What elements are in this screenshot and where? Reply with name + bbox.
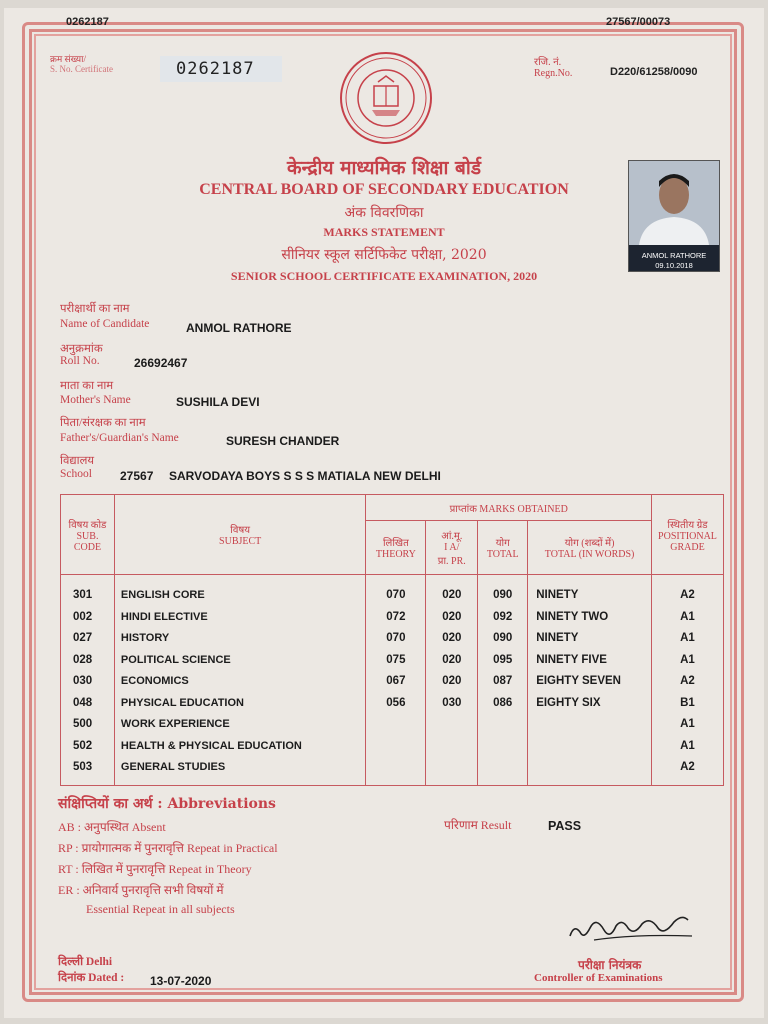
row-grade: A1 xyxy=(680,610,695,623)
top-serial-left: 0262187 xyxy=(66,16,109,28)
header-subject-hi: विषय xyxy=(230,525,251,536)
father-label-hi: पिता/संरक्षक का नाम xyxy=(60,417,146,429)
row-subject: POLITICAL SCIENCE xyxy=(120,653,231,666)
row-total: 087 xyxy=(493,675,513,687)
abbrev-er-2: Essential Repeat in all subjects xyxy=(86,902,235,916)
header-words-hi: योग (शब्दों में) xyxy=(564,538,615,549)
row-total: 095 xyxy=(493,653,513,666)
row-ia: 020 xyxy=(442,653,462,666)
top-serial-right: 27567/00073 xyxy=(606,16,671,28)
seal-emblem-icon xyxy=(338,50,434,146)
row-ia: 020 xyxy=(442,632,462,644)
row-subject: ECONOMICS xyxy=(120,675,189,687)
regn-label-hi: रजि. नं. xyxy=(534,57,562,68)
row-theory: 067 xyxy=(386,675,406,687)
row-code: 030 xyxy=(73,675,93,687)
marks-sheet xyxy=(4,8,764,1018)
row-grade: A1 xyxy=(680,739,695,752)
abbrev-title-en: Abbreviations xyxy=(167,796,276,812)
result-label: परिणाम Result xyxy=(444,818,512,832)
dated-label: दिनांक Dated : xyxy=(58,972,125,984)
row-subject: ENGLISH CORE xyxy=(120,589,205,601)
roll-label-hi: अनुक्रमांक xyxy=(60,343,103,355)
row-code: 301 xyxy=(73,589,93,601)
row-grade: A2 xyxy=(680,589,695,601)
father-label-en: Father's/Guardian's Name xyxy=(60,432,179,444)
school-code: 27567 xyxy=(120,469,154,483)
header-subject xyxy=(114,495,365,575)
regn-value: D220/61258/0090 xyxy=(610,66,698,78)
row-total: 086 xyxy=(493,696,513,709)
exam-name-hi: सीनियर स्कूल सर्टिफिकेट परीक्षा, 2020 xyxy=(281,247,487,263)
header-theory-en: THEORY xyxy=(375,549,416,560)
candidate-name: ANMOL RATHORE xyxy=(186,321,292,335)
abbrev-title xyxy=(58,794,276,813)
row-theory: 070 xyxy=(386,632,406,644)
row-subject: HISTORY xyxy=(120,632,170,644)
row-ia: 030 xyxy=(442,696,462,709)
row-words: NINETY TWO xyxy=(536,610,609,623)
controller-signature xyxy=(564,906,704,950)
row-code: 503 xyxy=(73,761,93,773)
row-grade: A1 xyxy=(680,653,695,666)
row-code: 048 xyxy=(73,696,93,709)
row-ia: 020 xyxy=(442,610,462,623)
row-words: NINETY xyxy=(536,589,579,601)
row-total: 090 xyxy=(493,632,513,644)
row-theory: 075 xyxy=(386,653,406,666)
row-code: 002 xyxy=(73,610,93,623)
board-name-hi: केन्द्रीय माध्यमिक शिक्षा बोर्ड xyxy=(287,157,481,179)
col-total xyxy=(478,575,528,786)
regn-label-en: Regn.No. xyxy=(534,68,573,79)
roll-label-en: Roll No. xyxy=(60,355,100,367)
col-codes xyxy=(61,575,115,786)
row-total: 092 xyxy=(493,610,513,623)
controller-hi: परीक्षा नियंत्रक xyxy=(578,958,642,972)
row-words: NINETY FIVE xyxy=(536,653,607,666)
abbrev-rt: RT : लिखित में पुनरावृत्ति Repeat in Theory xyxy=(58,862,252,876)
abbrev-ab: AB : अनुपस्थित Absent xyxy=(58,820,166,834)
header-marks-en: MARKS OBTAINED xyxy=(479,503,568,515)
row-code: 028 xyxy=(73,653,93,666)
result-value: PASS xyxy=(548,819,582,833)
row-code: 502 xyxy=(73,739,93,752)
header-code-hi: विषय कोड xyxy=(68,519,107,531)
header-total-hi: योग xyxy=(495,538,510,549)
sr-no-value: 0262187 xyxy=(176,59,255,79)
header-words-en: TOTAL (IN WORDS) xyxy=(544,549,635,560)
row-theory: 072 xyxy=(386,610,406,623)
abbrev-rp: RP : प्रायोगात्मक में पुनरावृत्ति Repeat in Practical xyxy=(58,841,278,855)
mother-label-hi: माता का नाम xyxy=(60,380,114,392)
signature-icon xyxy=(564,906,704,950)
controller-en: Controller of Examinations xyxy=(534,972,663,984)
row-subject: HINDI ELECTIVE xyxy=(120,610,208,623)
person-photo-icon xyxy=(629,161,719,245)
header-ia-en: I A/ xyxy=(444,542,460,553)
row-words: EIGHTY SEVEN xyxy=(536,675,621,687)
header-code-en2: CODE xyxy=(73,541,102,553)
name-label-hi: परीक्षार्थी का नाम xyxy=(60,303,130,315)
name-label-en: Name of Candidate xyxy=(60,318,150,330)
photo-caption-name: ANMOL RATHORE xyxy=(641,251,707,260)
row-subject: GENERAL STUDIES xyxy=(120,761,226,773)
mother-label-en: Mother's Name xyxy=(60,394,131,406)
header-ia xyxy=(426,521,478,575)
marks-body xyxy=(61,575,724,786)
row-grade: B1 xyxy=(680,696,695,709)
col-ia xyxy=(426,575,478,786)
issue-date: 13-07-2020 xyxy=(150,974,212,988)
header-subject-en: SUBJECT xyxy=(219,536,262,547)
row-grade: A1 xyxy=(680,718,695,730)
header-code-en1: SUB. xyxy=(76,530,99,542)
header-total-en: TOTAL xyxy=(486,549,519,560)
header-grade-hi: स्थितीय ग्रेड xyxy=(667,519,708,531)
header-words xyxy=(528,521,652,575)
row-grade: A2 xyxy=(680,761,695,773)
candidate-photo xyxy=(628,160,720,272)
father-name: SURESH CHANDER xyxy=(226,434,340,448)
row-subject: HEALTH & PHYSICAL EDUCATION xyxy=(120,739,302,752)
marks-table xyxy=(60,494,724,786)
row-theory: 056 xyxy=(386,696,406,709)
row-code: 027 xyxy=(73,632,93,644)
col-words xyxy=(528,575,652,786)
school-label-hi: विद्यालय xyxy=(60,455,95,467)
sr-no-label-en: S. No. Certificate xyxy=(50,64,113,74)
header-grade-en2: GRADE xyxy=(670,541,705,553)
header-theory-hi: लिखित xyxy=(382,538,409,549)
school-label-en: School xyxy=(60,468,92,480)
exam-name-en: SENIOR SCHOOL CERTIFICATE EXAMINATION, 2020 xyxy=(230,269,538,283)
row-code: 500 xyxy=(73,718,93,730)
header-total xyxy=(478,521,528,575)
header-ia-en2: प्रा. PR. xyxy=(437,556,466,567)
header-grade-en1: POSITIONAL xyxy=(658,530,717,542)
row-ia: 020 xyxy=(442,589,462,601)
school-name: SARVODAYA BOYS S S S MATIALA NEW DELHI xyxy=(169,469,441,483)
statement-en: MARKS STATEMENT xyxy=(323,225,445,239)
abbrev-er: ER : अनिवार्य पुनरावृत्ति सभी विषयों में xyxy=(58,883,224,897)
header-code xyxy=(61,495,115,575)
row-subject: WORK EXPERIENCE xyxy=(120,718,230,730)
header-ia-hi: आं.मू. xyxy=(441,531,463,542)
row-subject: PHYSICAL EDUCATION xyxy=(120,696,244,709)
board-name-en: CENTRAL BOARD OF SECONDARY EDUCATION xyxy=(199,181,569,198)
header-marks xyxy=(366,495,652,521)
col-subjects xyxy=(114,575,365,786)
col-theory xyxy=(366,575,426,786)
mother-name: SUSHILA DEVI xyxy=(176,395,260,409)
row-ia: 020 xyxy=(442,675,462,687)
photo-caption-date: 09.10.2018 xyxy=(655,261,693,270)
place-label: दिल्ली Delhi xyxy=(58,956,113,968)
roll-number: 26692467 xyxy=(134,356,188,370)
sr-no-label-hi: क्रम संख्या/ xyxy=(50,54,86,64)
row-words: EIGHTY SIX xyxy=(536,696,601,709)
abbrev-title-hi: संक्षिप्तियों का अर्थ : xyxy=(58,796,163,812)
statement-hi: अंक विवरणिका xyxy=(344,205,424,221)
row-grade: A1 xyxy=(680,632,695,644)
header-theory xyxy=(366,521,426,575)
col-grade xyxy=(651,575,723,786)
header-grade xyxy=(651,495,723,575)
row-grade: A2 xyxy=(680,675,695,687)
cbse-seal xyxy=(338,50,434,146)
header-marks-hi: प्राप्तांक xyxy=(449,503,477,515)
row-theory: 070 xyxy=(386,589,406,601)
row-words: NINETY xyxy=(536,632,579,644)
row-total: 090 xyxy=(493,589,513,601)
